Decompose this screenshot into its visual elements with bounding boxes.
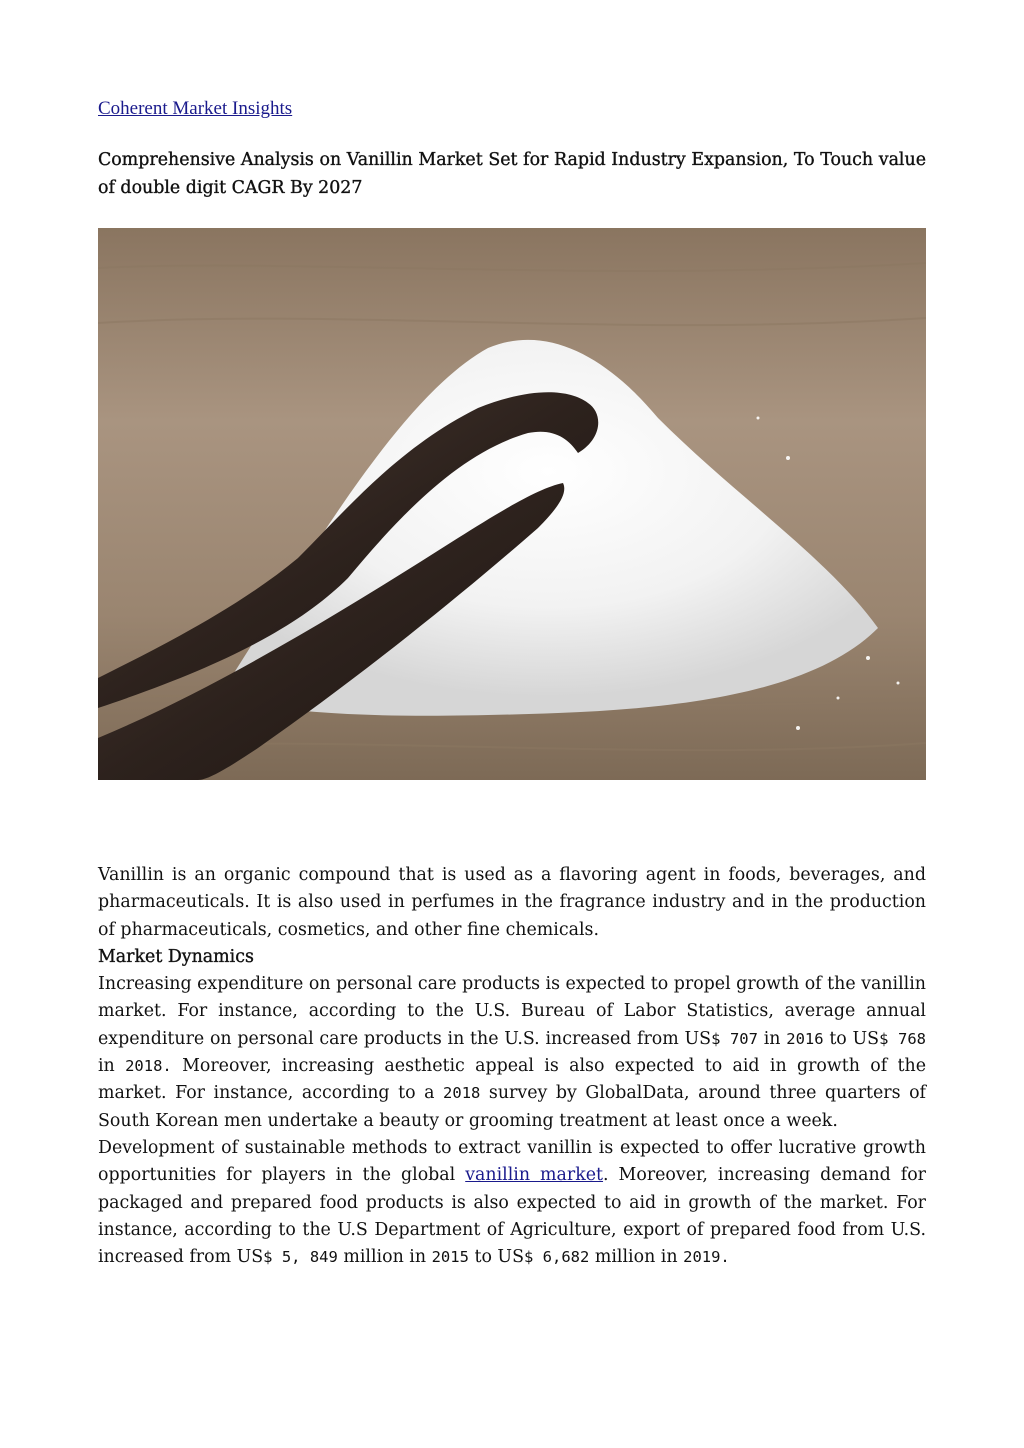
intro-paragraph: Vanillin is an organic compound that is used as a flavoring agent in foods, beverages, and pharmaceuticals. It is also used in perfumes in the fragrance industry and in the production of pharmaceuticals, cosmetics, and other fine chemicals. <box>98 865 926 940</box>
year-run: 2015 <box>431 1248 469 1267</box>
value-run: $ 707 <box>711 1029 758 1048</box>
text-run: survey by GlobalData, around three quarters of South Korean men undertake a beauty or grooming treatment at least once a week. <box>98 1083 926 1131</box>
section-heading: Market Dynamics <box>98 946 254 967</box>
value-run: $ 768 <box>879 1029 926 1048</box>
value-run: $ 6,682 <box>524 1248 590 1267</box>
year-run: 2016 <box>786 1029 824 1048</box>
source-link[interactable]: Coherent Market Insights <box>98 98 293 119</box>
article-title: Comprehensive Analysis on Vanillin Market Set for Rapid Industry Expansion, To Touch value of double digit CAGR By 2027 <box>98 150 926 198</box>
text-run: Increasing expenditure on personal care products is expected to propel growth of the vanillin market. For instance, according to the U.S. Bureau of Labor Statistics, average annual expenditure on personal care products in the U.S. increased from US <box>98 974 926 1049</box>
article-body <box>98 862 926 1271</box>
text-run: million in <box>589 1247 684 1268</box>
vanilla-pods-and-sugar-image <box>98 228 926 780</box>
year-run: 2018 <box>443 1084 481 1103</box>
text-run: Development of sustainable methods to extract vanillin is expected to offer lucrative growth opportunities for players in the global <box>98 1137 926 1186</box>
year-run: 2018. <box>125 1057 172 1076</box>
value-run: $ 5, 849 <box>263 1248 338 1267</box>
hero-illustration <box>98 228 926 780</box>
market-dynamics-paragraph <box>98 971 926 1135</box>
text-run: to US <box>468 1247 525 1268</box>
vanillin-market-link[interactable]: vanillin market <box>465 1165 604 1186</box>
text-run: . Moreover, increasing demand for packaged and prepared food products is also expected to aid in growth of the market. For instance, according to the U.S Department of Agriculture, export of prepared food from U.S. increased from US <box>98 1165 926 1268</box>
year-run: 2019. <box>683 1248 730 1267</box>
text-run: in <box>98 1056 126 1077</box>
text-run: to US <box>823 1028 880 1049</box>
text-run: million in <box>337 1247 432 1268</box>
text-run: in <box>757 1028 787 1049</box>
text-run: Moreover, increasing aesthetic appeal is also expected to aid in growth of the market. For instance, according to a <box>98 1056 926 1104</box>
sustainability-paragraph <box>98 1135 926 1271</box>
